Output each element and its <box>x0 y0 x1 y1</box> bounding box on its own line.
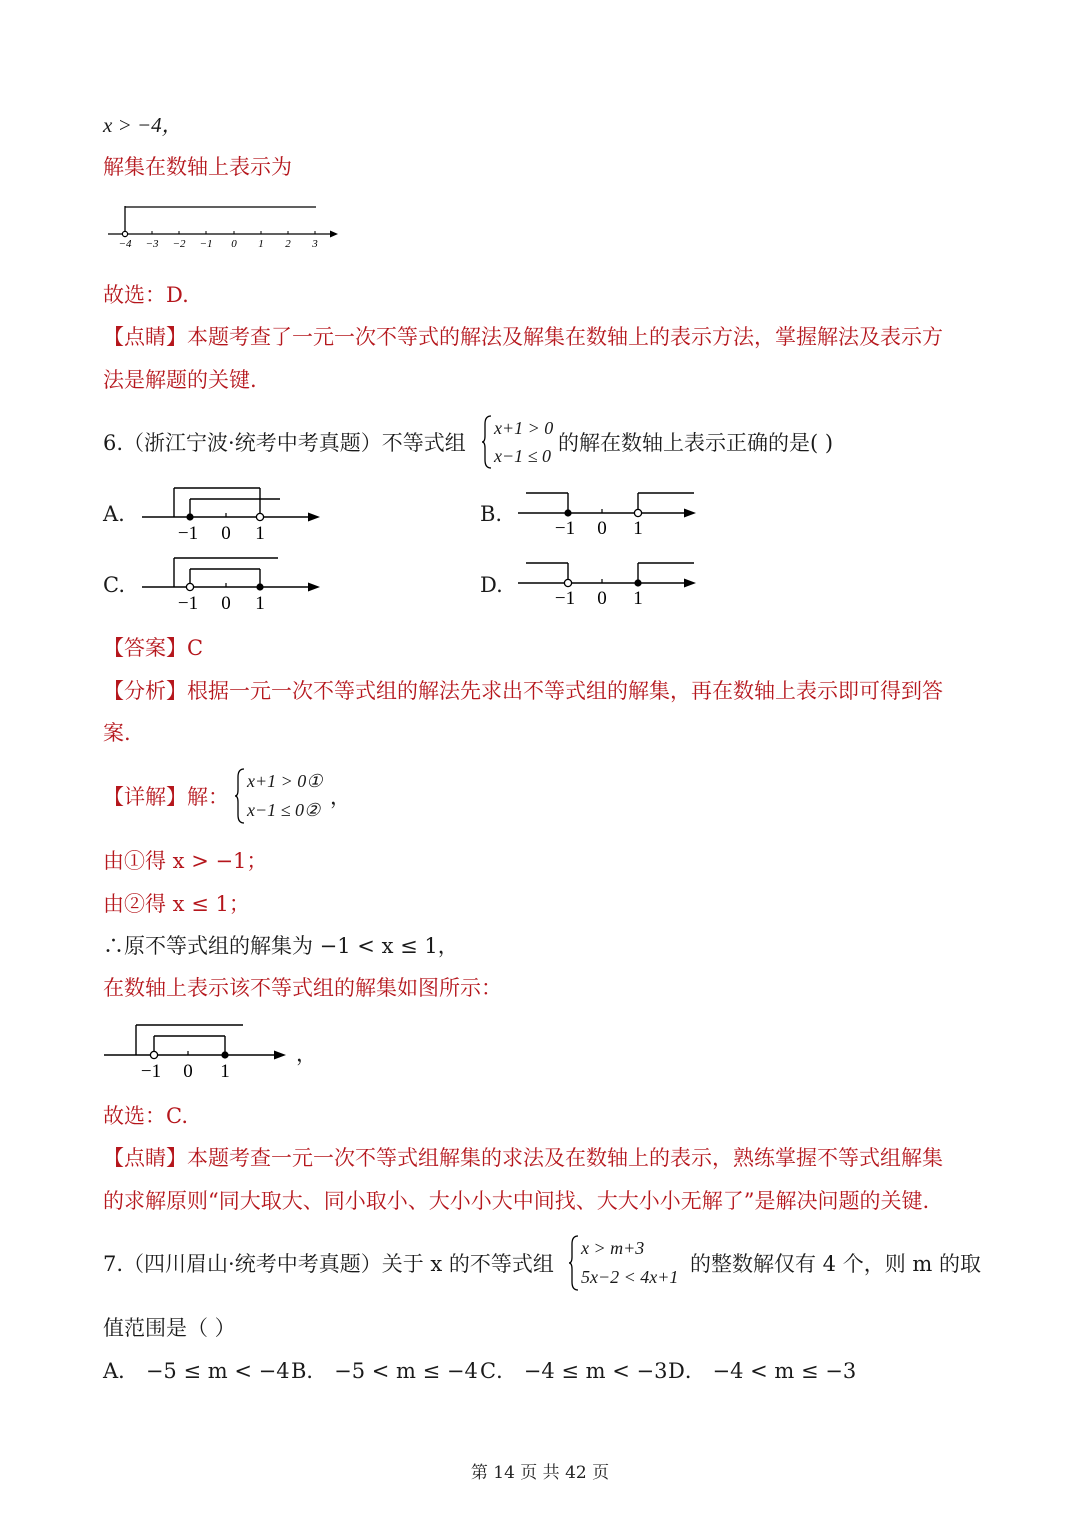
dianjing-2: 法是解题的关键. <box>103 368 257 392</box>
label-zero: 0 <box>221 593 231 614</box>
brace-icon <box>235 767 245 825</box>
prev-solution-line: x > −4， <box>103 113 183 137</box>
label-zero: 0 <box>221 523 231 544</box>
label-neg1: −1 <box>177 523 199 544</box>
detail-step-1: 由①得 x > −1； <box>103 849 268 873</box>
detail-prefix: 【详解】解： <box>103 785 229 809</box>
q7-option-d[interactable]: D． −4 < m ≤ −3 <box>668 1359 857 1383</box>
q7-line-2: 值范围是（ ） <box>103 1316 236 1340</box>
tick-label: −1 <box>199 238 213 250</box>
option-c-number-line[interactable] <box>142 556 332 616</box>
label-zero: 0 <box>183 1061 193 1082</box>
option-a-label[interactable]: A. <box>103 502 125 526</box>
q7-ineq-2: 5x−2 < 4x+1 <box>581 1267 679 1287</box>
q7-suffix: 的整数解仅有 4 个，则 m 的取 <box>690 1252 981 1276</box>
label-neg1: −1 <box>177 593 199 614</box>
number-line-x-gt-neg4 <box>108 198 348 248</box>
tick-label: 1 <box>258 238 264 250</box>
label-neg1: −1 <box>140 1061 162 1082</box>
q7-prefix: 7.（四川眉山·统考中考真题）关于 x 的不等式组 <box>103 1252 554 1276</box>
q6-suffix: 的解在数轴上表示正确的是( ) <box>558 431 834 455</box>
choose-d: 故选：D. <box>103 283 189 307</box>
dianjing-q6-1: 【点睛】本题考查一元一次不等式组解集的求法及在数轴上的表示，熟练掌握不等式组解集 <box>103 1146 943 1170</box>
answer-line: 【答案】C <box>103 636 204 660</box>
dianjing-q6-2: 的求解原则“同大取大、同小取小、大小小大中间找、大大小小无解了”是解决问题的关键. <box>103 1189 930 1213</box>
label-neg1: −1 <box>554 588 576 609</box>
q7-option-b[interactable]: B． −5 < m ≤ −4 <box>291 1359 478 1383</box>
option-b-label[interactable]: B. <box>480 502 503 526</box>
q6-inequality-system <box>482 414 562 470</box>
solution-number-line <box>104 1022 304 1082</box>
tick-label: 3 <box>312 238 318 250</box>
tick-label: −4 <box>118 238 132 250</box>
analysis-2: 案. <box>103 721 131 745</box>
analysis-1: 【分析】根据一元一次不等式组的解法先求出不等式组的解集，再在数轴上表示即可得到答 <box>103 679 943 703</box>
detail-ineq-2: x−1 ≤ 0② <box>247 800 321 820</box>
q6-ineq-1: x+1 > 0 <box>494 418 554 438</box>
tick-label: −2 <box>172 238 186 250</box>
brace-icon <box>482 414 492 470</box>
q6-ineq-2: x−1 ≤ 0 <box>494 446 552 466</box>
number-line-caption: 解集在数轴上表示为 <box>103 155 292 179</box>
page-footer: 第 14 页 共 42 页 <box>470 1463 610 1483</box>
detail-inequality-system <box>235 767 335 825</box>
tick-label: −3 <box>145 238 159 250</box>
option-d-label[interactable]: D. <box>480 573 503 597</box>
detail-suffix: ， <box>330 785 351 809</box>
q7-inequality-system <box>569 1234 699 1292</box>
label-one: 1 <box>220 1061 230 1082</box>
q7-ineq-1: x > m+3 <box>581 1238 645 1258</box>
detail-step-4: 在数轴上表示该不等式组的解集如图所示： <box>103 976 502 1000</box>
label-one: 1 <box>255 523 265 544</box>
brace-icon <box>569 1234 579 1292</box>
q7-option-a[interactable]: A． −5 ≤ m < −4 <box>103 1359 290 1383</box>
label-one: 1 <box>633 588 643 609</box>
dianjing-1: 【点睛】本题考查了一元一次不等式的解法及解集在数轴上的表示方法，掌握解法及表示方 <box>103 325 943 349</box>
option-d-number-line[interactable] <box>518 556 718 616</box>
detail-ineq-1: x+1 > 0① <box>247 771 323 791</box>
choose-c: 故选：C. <box>103 1104 188 1128</box>
label-one: 1 <box>255 593 265 614</box>
option-b-number-line[interactable] <box>518 486 718 546</box>
q6-prefix: 6.（浙江宁波·统考中考真题）不等式组 <box>103 431 466 455</box>
detail-step-2: 由②得 x ≤ 1； <box>103 892 250 916</box>
solution-comma: ， <box>296 1042 317 1066</box>
q7-option-c[interactable]: C． −4 ≤ m < −3 <box>480 1359 668 1383</box>
label-neg1: −1 <box>554 518 576 539</box>
option-a-number-line[interactable] <box>142 486 332 546</box>
tick-label: 2 <box>285 238 291 250</box>
tick-label: 0 <box>231 238 237 250</box>
label-zero: 0 <box>597 518 607 539</box>
option-c-label[interactable]: C. <box>103 573 125 597</box>
label-one: 1 <box>633 518 643 539</box>
label-zero: 0 <box>597 588 607 609</box>
detail-step-3: ∴原不等式组的解集为 −1 < x ≤ 1， <box>103 934 459 958</box>
